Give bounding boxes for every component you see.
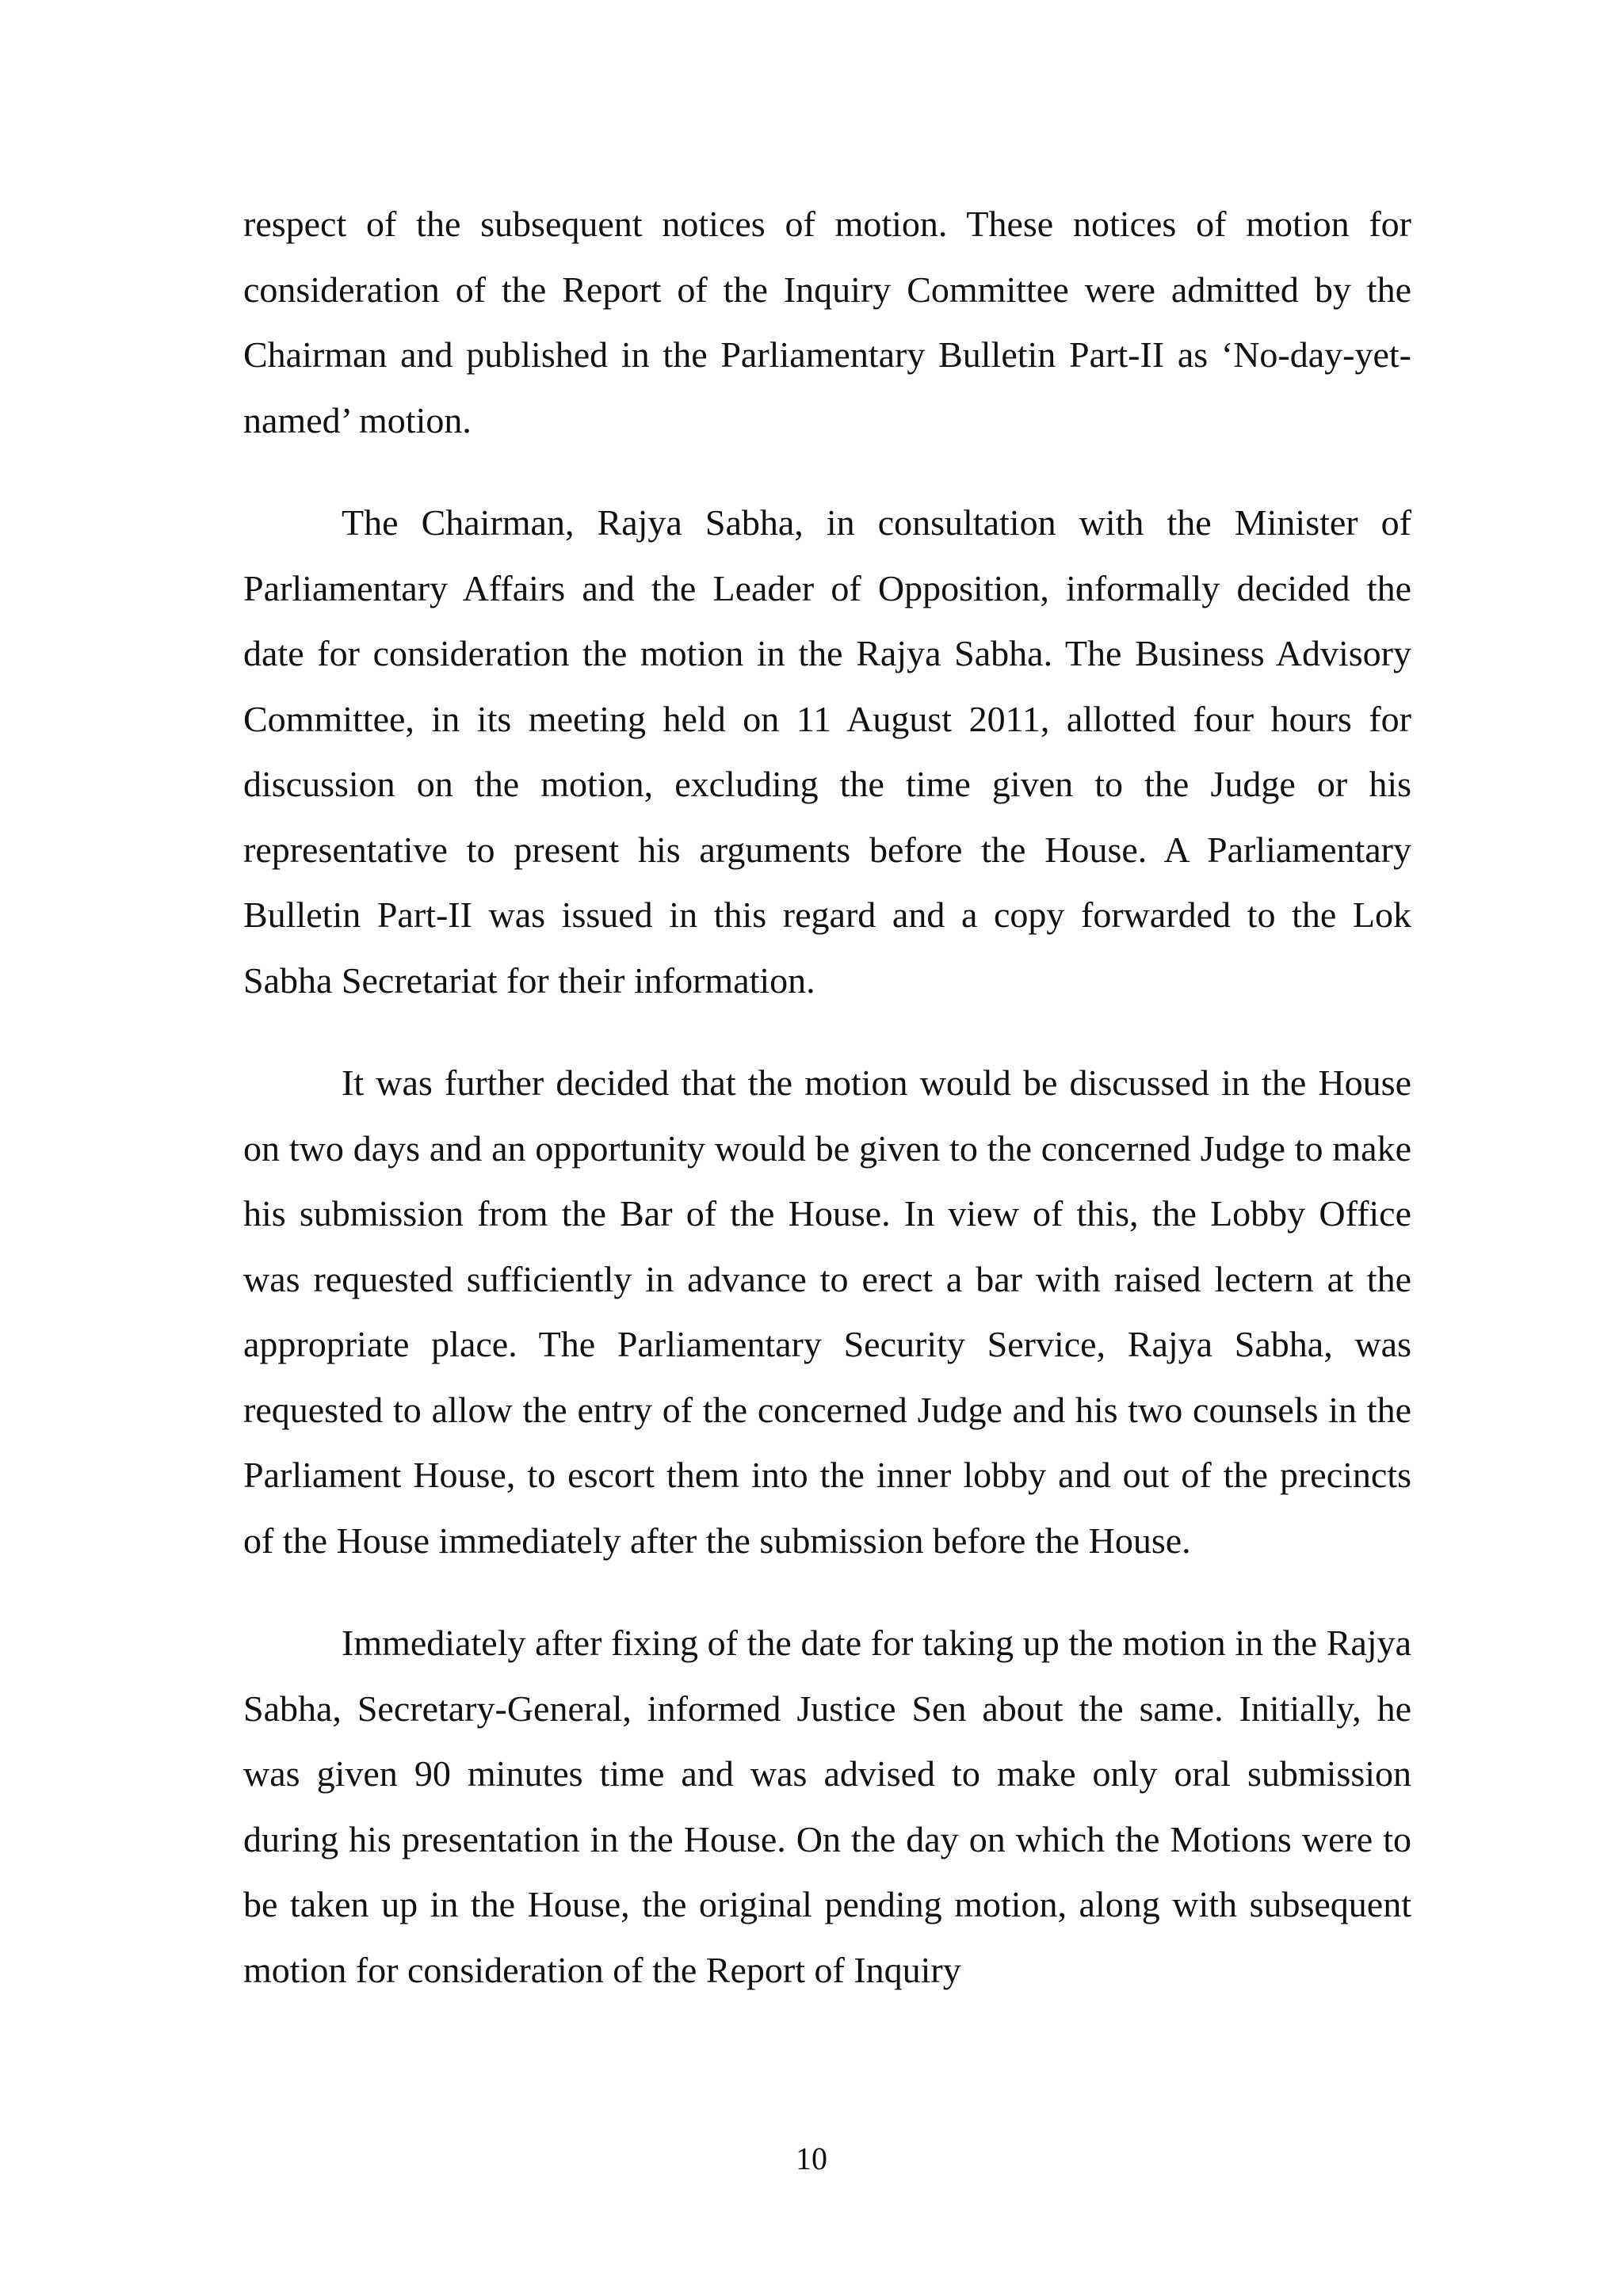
paragraph-chairman-decision: The Chairman, Rajya Sabha, in consultation with the Minister of Parliamentary Affairs and the Leader of Opposition, informally decided the date for consideration the motion in the Rajya Sabha. The Business Advisory Committee, in its meeting held on 11 August 2011, allotted four hours for discussion on the motion, excluding the time given to the Judge or his representative to present his arguments before the House. A Parliamentary Bulletin Part-II was issued in this regard and a copy forwarded to the Lok Sabha Secretariat for their information.	[243, 502, 1411, 1001]
body-text	[243, 192, 1411, 2040]
paragraph-justice-sen: Immediately after fixing of the date for taking up the motion in the Rajya Sabha, Secretary-General, informed Justice Sen about the same. Initially, he was given 90 minutes time and was advised to make only oral submission during his presentation in the House. On the day on which the Motions were to be taken up in the House, the original pending motion, along with subsequent motion for consideration of the Report of Inquiry	[243, 1623, 1411, 1990]
page-number: 10	[796, 2141, 827, 2176]
paragraph-house-arrangements: It was further decided that the motion would be discussed in the House on two days and an opportunity would be given to the concerned Judge to make his submission from the Bar of the House. In view of this, the Lobby Office was requested sufficiently in advance to erect a bar with raised lectern at the appropriate place. The Parliamentary Security Service, Rajya Sabha, was requested to allow the entry of the concerned Judge and his two counsels in the Parliament House, to escort them into the inner lobby and out of the precincts of the House immediately after the submission before the House.	[243, 1062, 1411, 1561]
paragraph-continuation: respect of the subsequent notices of motion. These notices of motion for consideration of the Report of the Inquiry Committee were admitted by the Chairman and published in the Parliamentary Bulletin Part-II as ‘No-day-yet-named’ motion.	[243, 204, 1411, 441]
